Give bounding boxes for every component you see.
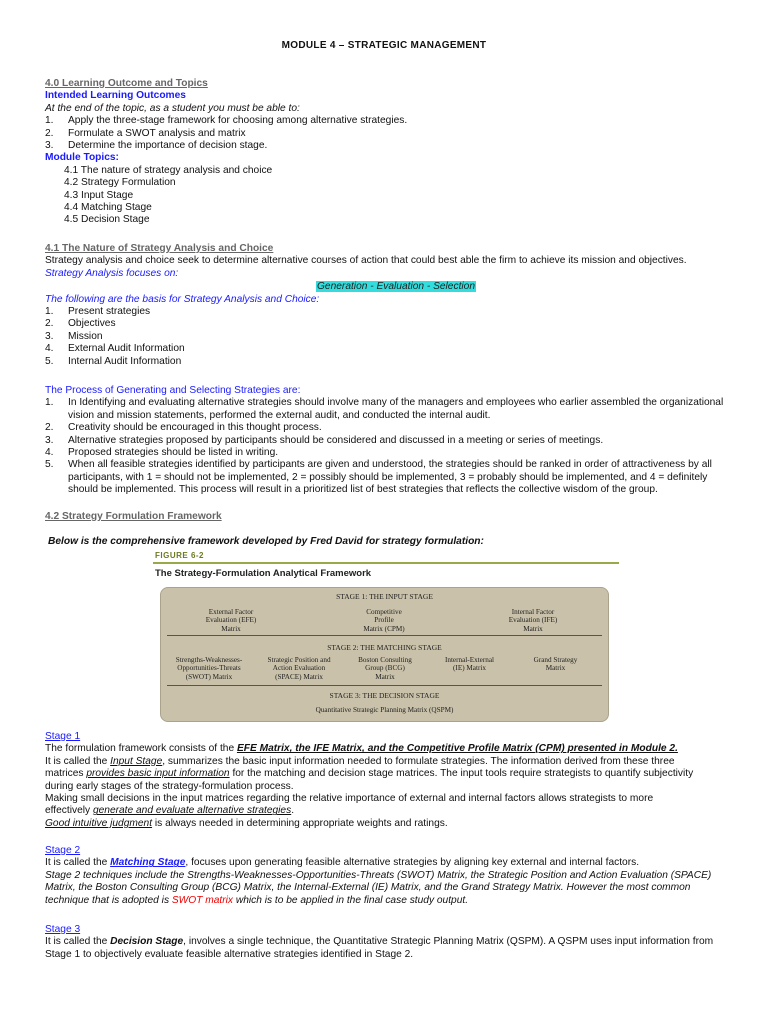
list-text: Proposed strategies should be listed in writing. — [68, 447, 279, 459]
list-item — [45, 356, 745, 368]
list-number: 1. — [45, 306, 54, 318]
ilo-label: Intended Learning Outcomes — [45, 90, 186, 102]
decision-stage-term: Decision Stage — [110, 936, 184, 948]
list-text: Internal Audit Information — [68, 355, 182, 367]
list-item — [45, 435, 725, 447]
stage2-header: STAGE 2: THE MATCHING STAGE — [327, 643, 442, 652]
topics-list — [45, 165, 745, 227]
stage1-line: Good intuitive judgment is always needed in determining appropriate weights and ratings. — [45, 817, 448, 829]
basis-label: The following are the basis for Strategy Analysis and Choice: — [45, 293, 320, 305]
list-text: External Audit Information — [68, 343, 185, 355]
list-number: 5. — [45, 459, 54, 471]
framework-intro: Below is the comprehensive framework developed by Fred David for strategy formulation: — [48, 536, 484, 547]
list-text: Creativity should be encouraged in this thought process. — [68, 422, 322, 434]
outcomes-list — [45, 115, 745, 152]
section-heading: 4.2 Strategy Formulation Framework — [45, 511, 222, 522]
bcg-cell: Boston Consulting Group (BCG) Matrix — [358, 656, 412, 681]
ife-cell: Internal Factor Evaluation (IFE) Matrix — [508, 608, 558, 633]
stage1-label: Stage 1 — [45, 731, 81, 742]
stage2-line: technique that is adopted is SWOT matrix which is to be applied in the final case study output. — [45, 894, 469, 906]
list-text: When all feasible strategies identified by participants are given and understood, the strategies should be ranked in order of attractiveness by all participants, with 1 = should not be implemented, 2 = possibly should be implemented, 3 = probably should be implemented, and 4 = definitely should be implemented. This process will result in a prioritized list of best strategies that reflects the collective wisdom of the group. — [68, 459, 712, 496]
stage3-line: Stage 1 to objectively evaluate feasible alternative strategies identified in Stage 2. — [45, 948, 414, 960]
list-item — [45, 343, 745, 355]
page-title: MODULE 4 – STRATEGIC MANAGEMENT — [281, 40, 487, 51]
stage1-line: effectively generate and evaluate alternative strategies. — [45, 805, 295, 817]
stage2-line: Stage 2 techniques include the Strengths-Weaknesses-Opportunities-Threats (SWOT) Matrix, the Strategic Position and Action Evaluation (SPACE) — [45, 869, 712, 881]
list-text: Alternative strategies proposed by participants should be considered and discussed in a meeting or series of meetings. — [68, 434, 604, 446]
swot-cell: Strengths-Weaknesses- Opportunities-Threats (SWOT) Matrix — [175, 656, 243, 681]
section-heading: 4.0 Learning Outcome and Topics — [45, 78, 208, 89]
stage1-section — [45, 731, 745, 830]
list-number: 2. — [45, 127, 54, 139]
list-item: 4.4 Matching Stage — [64, 202, 152, 214]
stage1-line: The formulation framework consists of the EFE Matrix, the IFE Matrix, and the Competitive Profile Matrix (CPM) presented in Module 2. — [45, 743, 678, 755]
list-text: Determine the importance of decision stage. — [68, 140, 268, 152]
process-label: The Process of Generating and Selecting Strategies are: — [45, 385, 301, 396]
list-number: 4. — [45, 343, 54, 355]
basis-list — [45, 306, 745, 368]
section-4-0 — [45, 78, 745, 227]
swot-term: SWOT matrix — [171, 894, 233, 906]
stage1-line: It is called the Input Stage, summarizes the basic input information needed to formulate strategies. The information derived from these three — [45, 755, 675, 767]
list-item — [45, 128, 745, 140]
paragraph: Strategy analysis and choice seek to determine alternative courses of action that could best able the firm to achieve its mission and objectives. — [45, 255, 687, 267]
list-number: 2. — [45, 318, 54, 330]
list-text: In Identifying and evaluating alternative strategies should involve many of the managers and employees who earlier assembled the organizational vision and mission statements, performed the external audit, and conducted the internal audit. — [68, 397, 724, 421]
figure-diagram — [160, 587, 609, 722]
stage2-label: Stage 2 — [45, 845, 81, 856]
list-number: 2. — [45, 422, 54, 434]
matching-stage-term: Matching Stage — [110, 857, 186, 869]
ie-cell: Internal-External (IE) Matrix — [444, 656, 495, 673]
list-item: 4.2 Strategy Formulation — [64, 177, 176, 189]
list-number: 5. — [45, 355, 54, 367]
ilo-intro: At the end of the topic, as a student you must be able to: — [45, 102, 300, 114]
separator — [167, 685, 602, 686]
section-4-1 — [45, 243, 745, 368]
list-number: 3. — [45, 140, 54, 152]
process-list — [45, 397, 725, 496]
list-item — [45, 140, 745, 152]
list-number: 1. — [45, 397, 54, 409]
focus-label: Strategy Analysis focuses on: — [45, 267, 179, 279]
stage2-line: Matrix, the Boston Consulting Group (BCG) Matrix, the Internal-External (IE) Matrix, and the Grand Strategy Matrix. However the most common — [45, 882, 691, 894]
highlight-text: Generation - Evaluation - Selection — [317, 281, 475, 293]
space-cell: Strategic Position and Action Evaluation (SPACE) Matrix — [267, 656, 331, 681]
grand-cell: Grand Strategy Matrix — [533, 656, 578, 673]
stage3-header: STAGE 3: THE DECISION STAGE — [329, 691, 440, 700]
list-item: 4.5 Decision Stage — [64, 214, 150, 226]
list-item — [45, 397, 725, 422]
stage1-line: during early stages of the strategy-formulation process. — [45, 780, 294, 792]
list-item — [45, 318, 745, 330]
figure-title: The Strategy-Formulation Analytical Framework — [155, 568, 372, 579]
separator — [167, 635, 602, 636]
stage1-line: Making small decisions in the input matrices regarding the relative importance of external and internal factors allows strategists to more — [45, 793, 654, 805]
figure-rule — [153, 562, 619, 564]
qspm-cell: Quantitative Strategic Planning Matrix (QSPM) — [315, 706, 454, 714]
list-text: Objectives — [68, 318, 116, 330]
stage1-matrices: EFE Matrix, the IFE Matrix, and the Competitive Profile Matrix (CPM) presented in Module 2. — [236, 743, 678, 755]
list-text: Apply the three-stage framework for choosing among alternative strategies. — [68, 115, 408, 127]
cpm-cell: Competitive Profile Matrix (CPM) — [363, 608, 405, 633]
list-item — [45, 115, 745, 127]
stage3-line: It is called the Decision Stage, involves a single technique, the Quantitative Strategic Planning Matrix (QSPM). A QSPM uses input information from — [45, 936, 714, 948]
list-item — [45, 459, 725, 496]
list-number: 1. — [45, 115, 54, 127]
efe-cell: External Factor Evaluation (EFE) Matrix — [205, 608, 257, 633]
stage1-line: matrices provides basic input information for the matching and decision stage matrices. The input tools require strategists to quantify subjectivity — [45, 768, 694, 780]
stage1-header: STAGE 1: THE INPUT STAGE — [336, 592, 433, 601]
input-stage-term: Input Stage — [110, 755, 163, 767]
list-number: 3. — [45, 330, 54, 342]
list-text: Formulate a SWOT analysis and matrix — [68, 127, 246, 139]
list-item — [45, 306, 745, 318]
process-section — [45, 385, 725, 497]
list-item — [45, 422, 725, 434]
list-item — [45, 447, 725, 459]
list-item: 4.1 The nature of strategy analysis and choice — [64, 164, 273, 176]
list-item: 4.3 Input Stage — [64, 189, 134, 201]
list-number: 4. — [45, 447, 54, 459]
topics-label: Module Topics: — [45, 152, 119, 164]
framework-figure — [153, 550, 621, 722]
list-item — [45, 331, 745, 343]
stage2-line: It is called the Matching Stage, focuses upon generating feasible alternative strategies by aligning key external and internal factors. — [45, 857, 640, 869]
figure-label: FIGURE 6-2 — [155, 551, 205, 560]
section-heading: 4.1 The Nature of Strategy Analysis and Choice — [45, 243, 274, 254]
stage3-section — [45, 924, 745, 961]
list-number: 3. — [45, 434, 54, 446]
stage2-section — [45, 845, 745, 907]
list-text: Mission — [68, 330, 103, 342]
stage3-label: Stage 3 — [45, 924, 81, 935]
list-text: Present strategies — [68, 306, 151, 318]
